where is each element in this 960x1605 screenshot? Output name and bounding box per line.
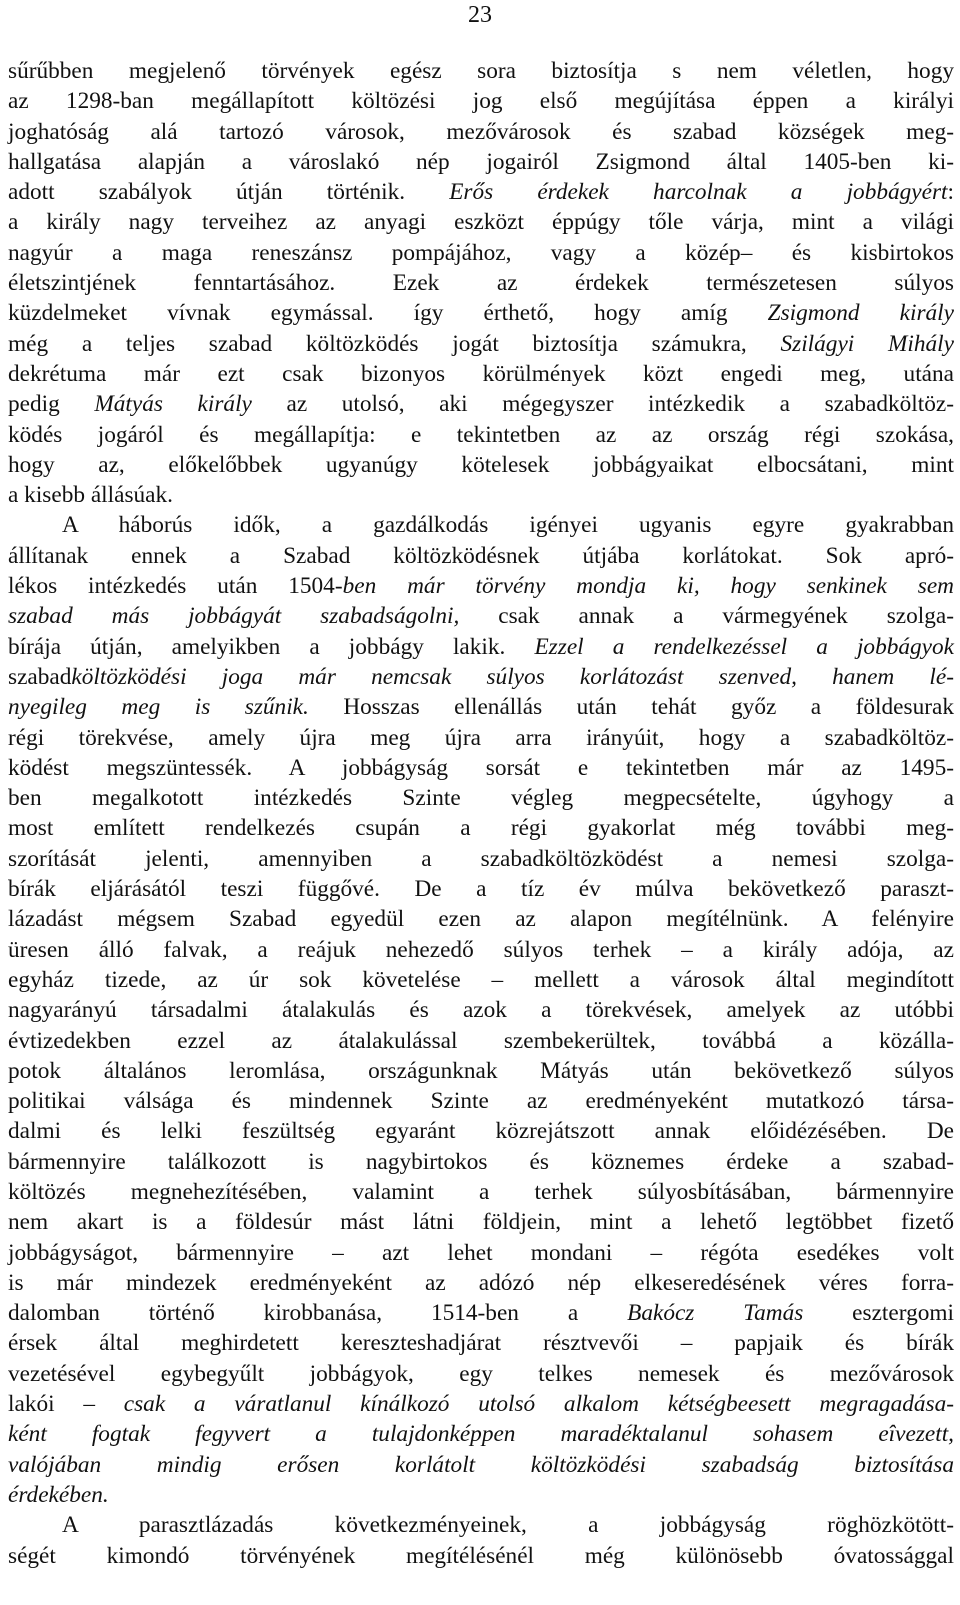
text-line — [8, 420, 954, 450]
text-segment: dekrétuma már ezt csak bizonyos körülmények közt engedi meg, utána — [8, 360, 954, 387]
text-line — [8, 1116, 954, 1146]
italic-text: nyegileg meg is szűnik. — [8, 694, 309, 721]
text-segment: A háborús idők, a gazdálkodás igényei ugyanis egyre gyakrabban — [62, 512, 954, 539]
text-line — [8, 1389, 954, 1419]
text-segment: régi törekvése, amely újra meg újra arra irányúit, hogy a szabadköltöz- — [8, 724, 954, 751]
text-segment: ségét kimondó törvényének megítélésénél még különösebb óvatossággal — [8, 1542, 954, 1569]
text-segment: sűrűbben megjelenő törvények egész sora biztosítja s nem véletlen, hogy — [8, 58, 954, 84]
italic-text: ben már törvény mondja ki, hogy senkinek sem — [342, 573, 954, 600]
text-line — [8, 1480, 954, 1510]
text-segment: küzdelmeket vívnak egymással. így érthető, hogy amíg — [8, 300, 768, 327]
text-segment: esztergomi — [803, 1300, 954, 1327]
text-line — [8, 117, 954, 147]
italic-text: érdekében. — [8, 1481, 109, 1508]
text-segment: potok általános leromlása, országunknak Mátyás után bekövetkező súlyos — [8, 1057, 954, 1084]
text-line — [8, 1328, 954, 1358]
text-line — [8, 844, 954, 874]
text-line — [8, 207, 954, 237]
text-segment: joghatóság alá tartozó városok, mezővárosok és szabad községek meg- — [8, 118, 954, 145]
text-segment: költözés megnehezítésében, valamint a terhek súlyosbításában, bármennyire — [8, 1178, 954, 1205]
text-segment: még a teljes szabad költözködés jogát biztosítja számukra, — [8, 330, 781, 357]
text-segment: is már mindezek eredményeként az adózó nép elkeseredésének véres forra- — [8, 1269, 954, 1296]
text-segment: hogy az, előkelőbbek ugyanúgy kötelesek jobbágyaikat elbocsátani, mint — [8, 451, 954, 478]
text-line — [8, 783, 954, 813]
text-line — [8, 510, 954, 540]
text-line — [8, 1147, 954, 1177]
text-segment: vezetésével egybegyűlt jobbágyok, egy telkes nemesek és mezővárosok — [8, 1360, 954, 1387]
text-line — [8, 1207, 954, 1237]
text-line — [8, 965, 954, 995]
text-segment: Hosszas ellenállás után tehát győz a földesurak — [308, 694, 954, 721]
text-segment: dalomban történő kirobbanása, 1514-ben a — [8, 1300, 628, 1327]
text-line — [8, 813, 954, 843]
text-segment: politikai válsága és mindennek Szinte az eredményeként mutatkozó társa- — [8, 1088, 954, 1115]
italic-text: csak a váratlanul kínálkozó utolsó alkalom kétségbeesett megragadása- — [123, 1391, 954, 1418]
text-line — [8, 1026, 954, 1056]
text-segment: lékos intézkedés után 1504- — [8, 573, 343, 600]
text-segment: lázadást mégsem Szabad egyedül ezen az alapon megítélnünk. A felényire — [8, 906, 954, 933]
text-line — [8, 1086, 954, 1116]
text-line — [8, 632, 954, 662]
text-segment: bírák eljárásától teszi függővé. De a tíz év múlva bekövetkező paraszt- — [8, 876, 954, 903]
text-segment: nagyarányú társadalmi átalakulás és azok a törekvések, amelyek az utóbbi — [8, 997, 954, 1024]
text-line — [8, 1419, 954, 1449]
text-line — [8, 238, 954, 268]
text-segment: a kisebb állásúak. — [8, 482, 173, 509]
text-line — [8, 1450, 954, 1480]
text-line — [8, 329, 954, 359]
text-line — [8, 874, 954, 904]
text-line — [8, 177, 954, 207]
text-line — [8, 147, 954, 177]
text-segment: dalmi és lelki feszültség egyaránt közrejátszott annak előidézésében. De — [8, 1118, 954, 1145]
italic-text: szabad más jobbágyát szabadságolni, — [8, 603, 460, 630]
text-line — [8, 753, 954, 783]
italic-text: valójában mindig erősen korlátolt költözködési szabadság biztosítása — [8, 1451, 954, 1478]
text-segment: jobbágyságot, bármennyire – azt lehet mondani – régóta esedékes volt — [8, 1239, 954, 1266]
text-segment: a király nagy terveihez az anyagi eszközt éppúgy tőle várja, mint a világi — [8, 209, 954, 236]
text-line — [8, 1268, 954, 1298]
text-segment: nagyúr a maga reneszánsz pompájához, vagy a közép– és kisbirtokos — [8, 239, 954, 266]
text-line — [8, 389, 954, 419]
text-segment: bírája útján, amelyikben a jobbágy lakik. — [8, 633, 535, 660]
italic-text: ként fogtak fegyvert a tulajdonképpen maradéktalanul sohasem eîvezett, — [8, 1421, 954, 1448]
body-text — [8, 56, 954, 1571]
text-line — [8, 359, 954, 389]
text-line — [8, 995, 954, 1025]
text-line — [8, 86, 954, 116]
text-segment: bármennyire találkozott is nagybirtokos és köznemes érdeke a szabad- — [8, 1148, 954, 1175]
italic-text: Ezzel a rendelkezéssel a jobbágyok — [534, 633, 955, 660]
text-segment: lakói – — [8, 1391, 124, 1418]
text-line — [8, 662, 954, 692]
text-segment: A parasztlázadás következményeinek, a jobbágyság röghözkötött- — [62, 1512, 954, 1539]
text-segment: hallgatása alapján a városlakó nép jogairól Zsigmond által 1405-ben ki- — [8, 148, 954, 175]
text-segment: az 1298-ban megállapított költözési jog első megújítása éppen a királyi — [8, 88, 954, 115]
text-line — [8, 1510, 954, 1540]
text-line — [8, 723, 954, 753]
text-line — [8, 541, 954, 571]
text-line — [8, 1238, 954, 1268]
text-line — [8, 56, 954, 86]
italic-text: költözködési joga már nemcsak súlyos korlátozást szenved, hanem lé- — [71, 663, 954, 690]
text-line — [8, 1056, 954, 1086]
italic-text: Erős érdekek harcolnak a jobbágyért — [449, 179, 948, 206]
text-segment: csak annak a vármegyének szolga- — [459, 603, 954, 630]
text-segment: most említett rendelkezés csupán a régi gyakorlat még további meg- — [8, 815, 954, 842]
text-segment: szabad — [8, 663, 72, 690]
text-line — [8, 692, 954, 722]
text-line — [8, 1541, 954, 1571]
italic-text: Bakócz Tamás — [627, 1300, 804, 1327]
text-line — [8, 571, 954, 601]
text-line — [8, 1359, 954, 1389]
italic-text: Mátyás király — [94, 391, 252, 418]
text-line — [8, 298, 954, 328]
text-line — [8, 450, 954, 480]
text-segment: adott szabályok útján történik. — [8, 179, 450, 206]
text-segment: ködést megszüntessék. A jobbágyság sorsát e tekintetben már az 1495- — [8, 754, 954, 781]
text-line — [8, 935, 954, 965]
text-line — [8, 480, 954, 510]
text-segment: üresen álló falvak, a reájuk nehezedő súlyos terhek – a király adója, az — [8, 936, 954, 963]
text-segment: ben megalkotott intézkedés Szinte végleg megpecsételte, úgyhogy a — [8, 785, 954, 812]
text-segment: : — [947, 179, 954, 206]
text-segment: ködés jogáról és megállapítja: e tekintetben az az ország régi szokása, — [8, 421, 954, 448]
text-line — [8, 1177, 954, 1207]
text-line — [8, 601, 954, 631]
italic-text: Szilágyi Mihály — [780, 330, 954, 357]
text-line — [8, 1298, 954, 1328]
text-segment: nem akart is a földesúr mást látni földjein, mint a lehető legtöbbet fizető — [8, 1209, 954, 1236]
text-line — [8, 904, 954, 934]
text-segment: egyház tizede, az úr sok követelése – mellett a városok által megindított — [8, 966, 954, 993]
text-segment: érsek által meghirdetett kereszteshadjárat résztvevői – papjaik és bírák — [8, 1330, 954, 1357]
page-number: 23 — [468, 2, 492, 28]
text-segment: szorítását jelenti, amennyiben a szabadköltözködést a nemesi szolga- — [8, 845, 954, 872]
text-segment: az utolsó, aki mégegyszer intézkedik a szabadköltöz- — [251, 391, 954, 418]
text-segment: állítanak ennek a Szabad költözködésnek útjába korlátokat. Sok apró- — [8, 542, 954, 569]
text-segment: pedig — [8, 391, 95, 418]
text-segment: életszintjének fenntartásához. Ezek az érdekek természetesen súlyos — [8, 270, 954, 297]
text-segment: évtizedekben ezzel az átalakulással szembekerültek, továbbá a közálla- — [8, 1027, 954, 1054]
italic-text: Zsigmond király — [767, 300, 954, 327]
text-line — [8, 268, 954, 298]
